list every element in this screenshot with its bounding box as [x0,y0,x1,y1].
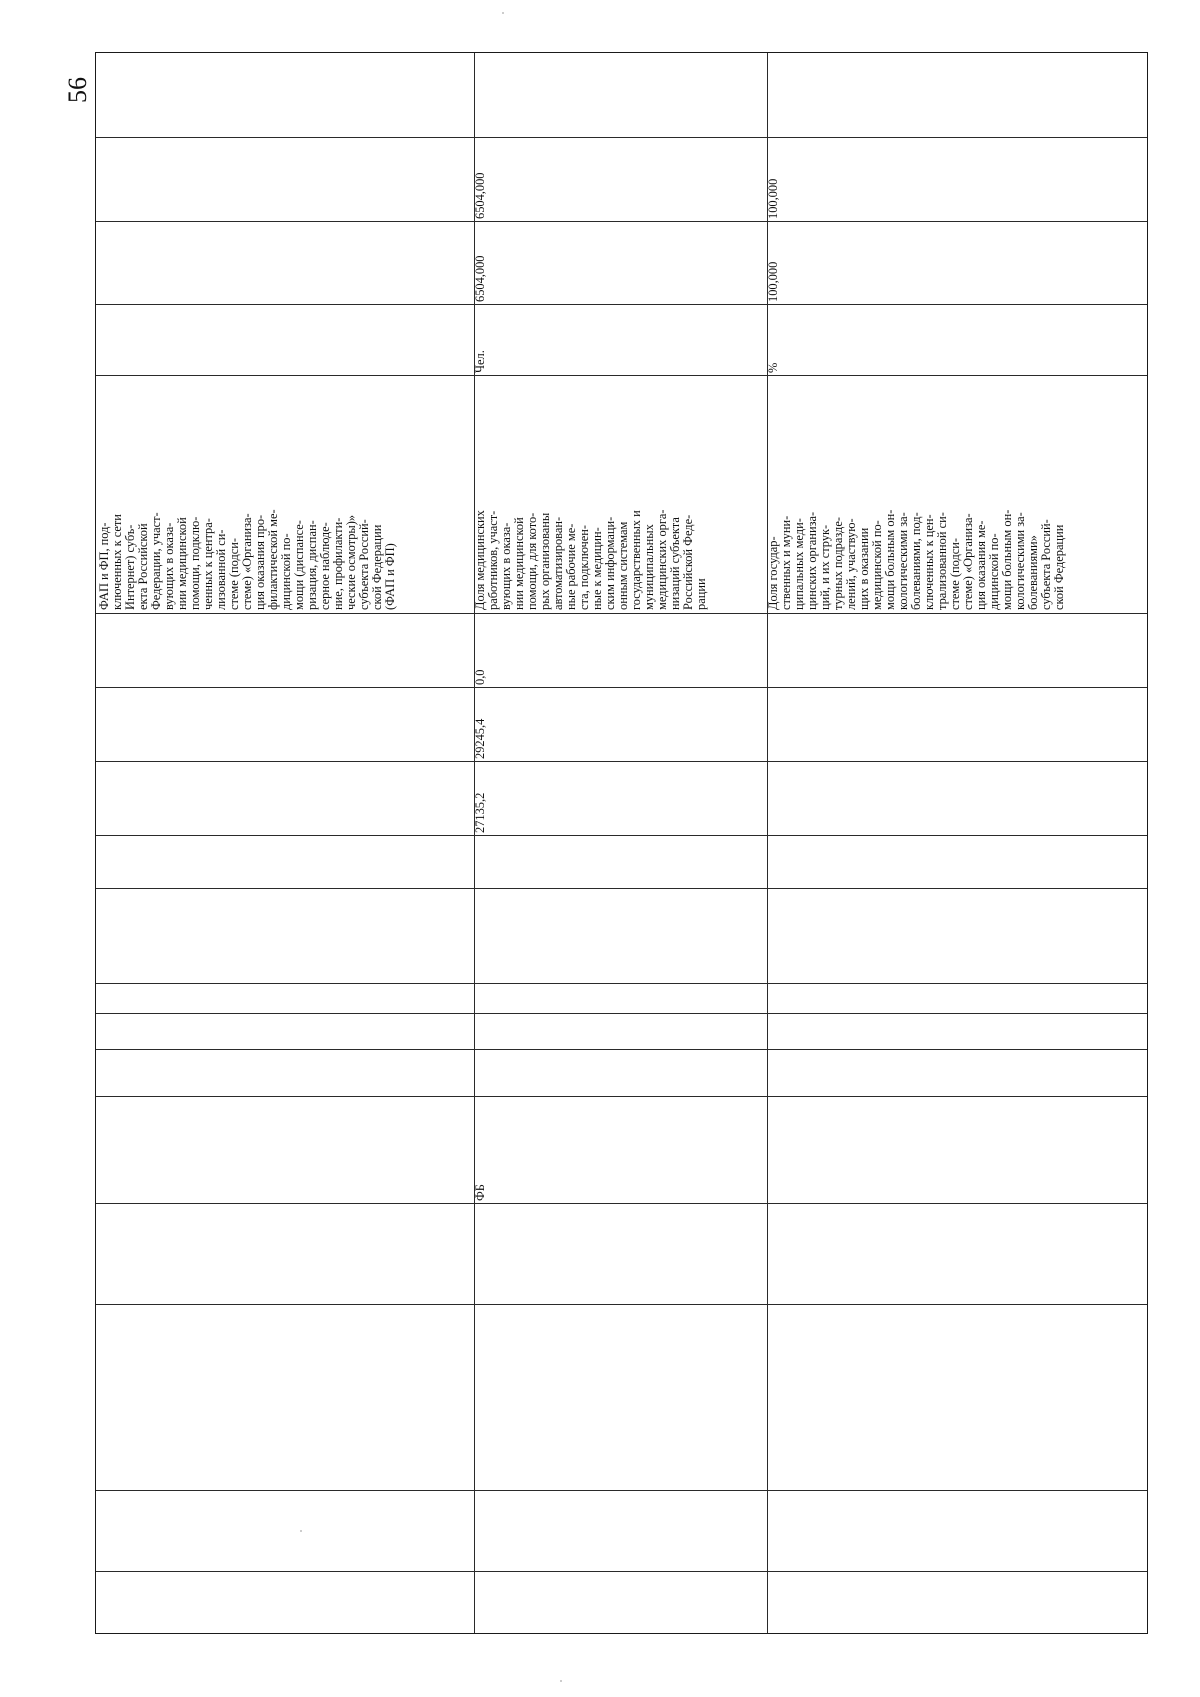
col-divider [96,1490,1147,1491]
row2-description: Доля медицинских работников, участ- вующих в оказа- нии медицинской помощи, для кото- рых организованы автоматизирован- ные рабочие ме- ста, подключен- ные к медицин- ским информаци- онным системам государственных и муниципальных медицинских орга- низаций субъекта Российской Феде- рации [473,509,708,610]
col-divider [96,304,1147,305]
col-divider [96,1049,1147,1050]
col-divider [96,1304,1147,1305]
scan-speck [502,12,504,14]
row3-description: Доля государ- ственных и муни- ципальных меди- цинских организа- ций, и их струк- турных подразде- лений, участвую- щих в оказании медицинской по- мощи больным он- кологическими за- болеваниями, под- ключенных к цен- трализованной си- стеме (подси- стеме) «Организа- ция оказания ме- дицинской по- мощи больным он- кологическими за- болеваниями» субъекта Россий- ской Федерации [766,509,1066,610]
col-divider [96,983,1147,984]
row3-value-b: 100,000 [766,178,780,219]
col-divider [96,761,1147,762]
row3-value-a: 100,000 [766,261,780,302]
row2-amount-1: 0,0 [473,669,487,685]
data-table [95,52,1148,1634]
col-divider [96,137,1147,138]
col-divider [96,1096,1147,1097]
col-divider [96,613,1147,614]
col-divider [96,835,1147,836]
row2-value-a: 6504,000 [473,255,487,302]
scan-speck [300,1530,302,1532]
row2-source: ФБ [473,1184,487,1201]
row2-value-b: 6504,000 [473,172,487,219]
scan-speck [560,1680,562,1682]
col-divider [96,1013,1147,1014]
col-divider [96,375,1147,376]
row2-amount-2: 29245,4 [473,718,487,759]
row2-amount-3: 27135,2 [473,792,487,833]
page-number: 56 [63,77,92,103]
col-divider [96,888,1147,889]
row2-unit: Чел. [473,350,487,373]
col-divider [96,1571,1147,1572]
row3-unit: % [766,362,780,373]
col-divider [96,1203,1147,1204]
col-divider [96,221,1147,222]
col-divider [96,687,1147,688]
row1-description: ФАП и ФП, под- ключенных к сети Интернет) субъ- екта Российской Федерации, участ- вующих в оказа- нии медицинской помощи, подклю- ченных к центра- лизованной си- стеме (подси- стеме) «Организа- ция оказания про- филактической ме- дицинской по- мощи (диспансе- ризация, диспан- серное наблюде- ние, профилакти- ческие осмотры)» субъекта Россий- ской Федерации (ФАП и ФП) [97,509,397,610]
